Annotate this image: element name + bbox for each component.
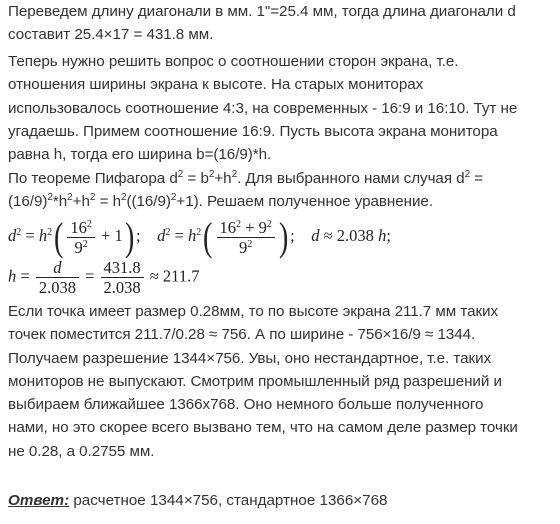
paragraph-pythagoras [8,167,556,214]
text-line: не 0.28, а 0.2755 мм. [8,442,155,460]
text-line: составит 25.4×17 = 431.8 мм. [8,26,214,44]
text-line: $(16/9)^2*h^2+h^2 = h^2((16/9)^2+1)$. Решаем полученное уравнение. [8,192,433,211]
answer-line [8,492,388,509]
answer-text: расчетное 1344×756, стандартное 1366×768 [69,492,388,509]
text-line: Теперь нужно решить вопрос о соотношении сторон экрана, т.е. [8,53,459,70]
text-line: Переведем длину диагонали в мм. 1"=25.4 мм, тогда длина диагонали d [8,3,516,20]
text-line: По теореме Пифагора $d^2 = b^2+h^2$. Для выбранного нами случая $d^2$ = [8,169,484,187]
fraction: $\frac{d}{2.038}$ [36,258,79,297]
text-line: отношения ширины экрана к высоте. На старых мониторах [8,76,424,94]
paragraph-aspect-ratio [8,50,556,166]
paragraph-resolution [8,300,556,463]
formula-equation: $d^2 = h^2$( $\frac{16^2}{9^2}$ + 1) ; $d^2 = h^2$( $\frac{16^2 + 9^2}{9^2}$ ) ; d ≈ 2.038 h; [8,214,391,259]
text-line: выбираем ближайшее 1366x768. Оно немного больше полученного [8,396,484,414]
paragraph-diagonal [8,0,556,47]
text-line: мониторов не выпускают. Смотрим промышленный ряд разрешений и [8,372,502,390]
text-line: точек поместится 211.7/0.28 ≈ 756. А по ширине - 756×16/9 ≈ 1344. [8,326,476,344]
text-line: равна h, тогда его ширина b=(16/9)*h. [8,146,272,164]
formula-height: h = $\frac{d}{2.038}$ = $\frac{431.8}{2.038}$ ≈ 211.7 [8,258,200,297]
fraction: $\frac{16^2 + 9^2}{9^2}$ [217,218,275,257]
fraction: $\frac{16^2}{9^2}$ [67,218,95,257]
text-line: Если точка имеет размер 0.28мм, то по высоте экрана 211.7 мм таких [8,303,499,320]
text-line: нами, но это скорее всего вызвано тем, что на самом деле размер точки [8,419,518,437]
text-line: использовалось соотношение 4:3, на современных - 16:9 и 16:10. Тут не [8,99,518,117]
text-line: Получаем разрешение 1344×756. Увы, оно нестандартное, т.е. таких [8,349,492,367]
fraction: $\frac{431.8}{2.038}$ [101,258,144,297]
text-line: угадаешь. Примем соотношение 16:9. Пусть высота экрана монитора [8,122,498,140]
answer-label: Ответ: [8,492,70,509]
